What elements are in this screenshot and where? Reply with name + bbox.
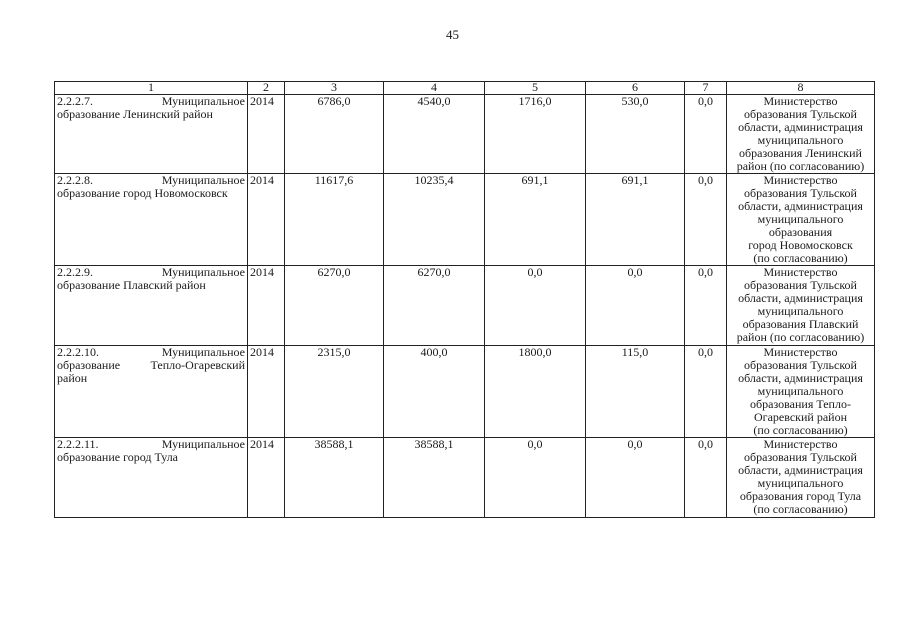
cell-name bbox=[55, 438, 248, 518]
executor-line: области, администрация bbox=[738, 120, 863, 134]
name-rest: образование Тепло-Огаревский район bbox=[57, 358, 245, 385]
cell-name bbox=[55, 174, 248, 266]
cell-name bbox=[55, 95, 248, 174]
cell-value-c5: 691,1 bbox=[485, 174, 586, 266]
cell-executor bbox=[727, 95, 875, 174]
table-row bbox=[55, 266, 875, 346]
cell-value-c7: 0,0 bbox=[685, 266, 727, 346]
cell-executor bbox=[727, 266, 875, 346]
item-code: 2.2.2.10. bbox=[57, 345, 99, 359]
table-row bbox=[55, 438, 875, 518]
cell-value-c3: 6270,0 bbox=[285, 266, 384, 346]
executor-line: образования Тульской bbox=[744, 450, 857, 464]
cell-value-c4: 10235,4 bbox=[384, 174, 485, 266]
column-header: 6 bbox=[586, 82, 685, 95]
column-header: 2 bbox=[248, 82, 285, 95]
executor-line: образования Ленинский bbox=[739, 146, 862, 160]
executor-line: Министерство bbox=[763, 173, 838, 187]
executor-line: (по согласованию) bbox=[753, 502, 848, 516]
cell-value-c3: 6786,0 bbox=[285, 95, 384, 174]
column-header: 1 bbox=[55, 82, 248, 95]
name-first-word: Муниципальное bbox=[161, 437, 245, 451]
cell-value-c7: 0,0 bbox=[685, 174, 727, 266]
executor-line: муниципального bbox=[757, 133, 844, 147]
executor-line: образования Тульской bbox=[744, 358, 857, 372]
executor-line: образования Тульской bbox=[744, 186, 857, 200]
cell-value-c6: 691,1 bbox=[586, 174, 685, 266]
executor-line: области, администрация bbox=[738, 291, 863, 305]
cell-value-c5: 0,0 bbox=[485, 438, 586, 518]
name-first-word: Муниципальное bbox=[161, 265, 245, 279]
cell-year: 2014 bbox=[248, 266, 285, 346]
cell-name bbox=[55, 266, 248, 346]
executor-line: (по согласованию) bbox=[753, 251, 848, 265]
name-first-word: Муниципальное bbox=[161, 345, 245, 359]
executor-line: образования Тульской bbox=[744, 278, 857, 292]
executor-line: район (по согласованию) bbox=[736, 159, 865, 173]
executor-line: образования Тульской bbox=[744, 107, 857, 121]
executor-line: район (по согласованию) bbox=[736, 330, 865, 344]
cell-year: 2014 bbox=[248, 95, 285, 174]
executor-line: образования Плавский bbox=[742, 317, 859, 331]
executor-line: Министерство bbox=[763, 265, 838, 279]
cell-executor bbox=[727, 438, 875, 518]
header-row bbox=[55, 82, 875, 95]
cell-value-c7: 0,0 bbox=[685, 346, 727, 438]
cell-value-c7: 0,0 bbox=[685, 95, 727, 174]
executor-line: области, администрация bbox=[738, 371, 863, 385]
name-rest: образование Плавский район bbox=[57, 278, 206, 292]
table-row bbox=[55, 346, 875, 438]
item-code: 2.2.2.9. bbox=[57, 265, 93, 279]
name-first-word: Муниципальное bbox=[161, 94, 245, 108]
executor-line: муниципального bbox=[757, 384, 844, 398]
cell-year: 2014 bbox=[248, 438, 285, 518]
executor-line: (по согласованию) bbox=[753, 423, 848, 437]
cell-year: 2014 bbox=[248, 174, 285, 266]
executor-line: Министерство bbox=[763, 345, 838, 359]
executor-line: области, администрация bbox=[738, 463, 863, 477]
cell-value-c7: 0,0 bbox=[685, 438, 727, 518]
cell-executor bbox=[727, 346, 875, 438]
cell-name bbox=[55, 346, 248, 438]
table-row bbox=[55, 174, 875, 266]
program-table bbox=[54, 81, 875, 518]
table-row bbox=[55, 95, 875, 174]
column-header: 8 bbox=[727, 82, 875, 95]
cell-value-c3: 2315,0 bbox=[285, 346, 384, 438]
cell-value-c4: 6270,0 bbox=[384, 266, 485, 346]
executor-line: город Новомосковск bbox=[748, 238, 853, 252]
cell-executor bbox=[727, 174, 875, 266]
cell-value-c4: 38588,1 bbox=[384, 438, 485, 518]
cell-value-c5: 0,0 bbox=[485, 266, 586, 346]
cell-value-c6: 0,0 bbox=[586, 266, 685, 346]
executor-line: Министерство bbox=[763, 94, 838, 108]
name-first-word: Муниципальное bbox=[161, 173, 245, 187]
executor-line: муниципального bbox=[757, 212, 844, 226]
executor-line: области, администрация bbox=[738, 199, 863, 213]
cell-value-c4: 400,0 bbox=[384, 346, 485, 438]
executor-line: образования город Тула bbox=[739, 489, 862, 503]
name-rest: образование Ленинский район bbox=[57, 107, 213, 121]
item-code: 2.2.2.7. bbox=[57, 94, 93, 108]
cell-value-c5: 1716,0 bbox=[485, 95, 586, 174]
cell-value-c6: 0,0 bbox=[586, 438, 685, 518]
column-header: 3 bbox=[285, 82, 384, 95]
cell-value-c5: 1800,0 bbox=[485, 346, 586, 438]
cell-value-c4: 4540,0 bbox=[384, 95, 485, 174]
cell-value-c3: 38588,1 bbox=[285, 438, 384, 518]
executor-line: образования bbox=[768, 225, 833, 239]
page-number: 45 bbox=[446, 27, 459, 42]
item-code: 2.2.2.8. bbox=[57, 173, 93, 187]
item-code: 2.2.2.11. bbox=[57, 437, 99, 451]
executor-line: муниципального bbox=[757, 304, 844, 318]
column-header: 4 bbox=[384, 82, 485, 95]
name-rest: образование город Новомосковск bbox=[57, 186, 228, 200]
executor-line: Министерство bbox=[763, 437, 838, 451]
column-header: 7 bbox=[685, 82, 727, 95]
executor-line: муниципального bbox=[757, 476, 844, 490]
cell-value-c3: 11617,6 bbox=[285, 174, 384, 266]
cell-value-c6: 530,0 bbox=[586, 95, 685, 174]
cell-year: 2014 bbox=[248, 346, 285, 438]
cell-value-c6: 115,0 bbox=[586, 346, 685, 438]
executor-line: образования Тепло- bbox=[750, 397, 851, 411]
name-rest: образование город Тула bbox=[57, 450, 179, 464]
column-header: 5 bbox=[485, 82, 586, 95]
executor-line: Огаревский район bbox=[753, 410, 847, 424]
